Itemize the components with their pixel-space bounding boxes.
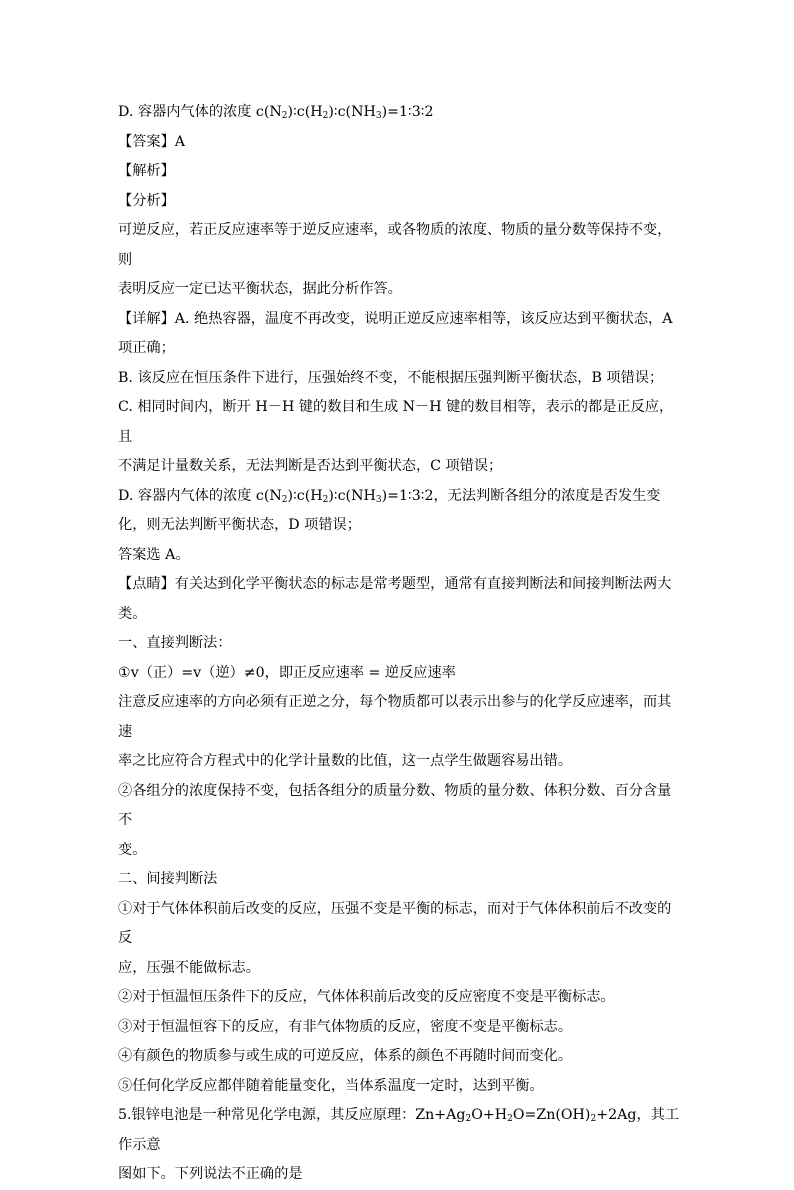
text-run: 【点睛】有关达到化学平衡状态的标志是常考题型，通常有直接判断法和间接判断法两大类。: [118, 576, 672, 622]
text-run: 化，则无法判断平衡状态，D 项错误；: [118, 517, 361, 533]
text-line: [118, 836, 683, 866]
text-line: [118, 157, 683, 187]
text-line: [118, 128, 683, 158]
text-line: [118, 865, 683, 895]
text-line: [118, 570, 683, 629]
text-run: D. 容器内气体的浓度 c(N: [118, 104, 282, 120]
text-line: [118, 305, 683, 335]
text-run: 【答案】A: [118, 133, 185, 150]
text-run: 率之比应符合方程式中的化学计量数的比值，这一点学生做题容易出错。: [118, 753, 573, 769]
text-run: ⑤任何化学反应都伴随着能量变化，当体系温度一定时，达到平衡。: [118, 1077, 544, 1094]
text-line: [118, 1042, 683, 1072]
text-run: ①v（正）=v（逆）≠0，即正反应速率 = 逆反应速率: [118, 664, 456, 681]
text-run: B. 该反应在恒压条件下进行，压强始终不变，不能根据压强判断平衡状态，B 项错误；: [118, 369, 664, 386]
text-run: 5.银锌电池是一种常见化学电源，其反应原理：Zn+Ag: [118, 1107, 466, 1123]
text-line: [118, 777, 683, 836]
text-line: [118, 511, 683, 541]
subscript: 3: [375, 111, 382, 121]
text-line: [118, 688, 683, 747]
text-run: 【解析】: [118, 163, 175, 179]
text-run: 注意反应速率的方向必须有正逆之分，每个物质都可以表示出参与的化学反应速率，而其速: [118, 694, 672, 740]
text-run: )=1∶3∶2，无法判断各组分的浓度是否发生变: [381, 487, 661, 504]
subscript: 2: [322, 494, 329, 505]
text-line: [118, 334, 683, 364]
text-line: [118, 98, 683, 128]
text-run: 【详解】A. 绝热容器，温度不再改变，说明正逆反应速率相等，该反应达到平衡状态，A: [118, 310, 673, 327]
text-line: [118, 1101, 683, 1160]
text-run: 答案选 A。: [118, 546, 190, 563]
text-line: [118, 275, 683, 305]
text-line: [118, 482, 683, 512]
text-run: 变。: [118, 841, 147, 858]
text-line: [118, 541, 683, 571]
text-line: [118, 629, 683, 659]
text-line: [118, 216, 683, 275]
text-run: )=1∶3∶2: [381, 104, 434, 120]
text-run: 二、间接判断法: [118, 871, 218, 887]
text-line: [118, 954, 683, 984]
text-line: [118, 1160, 683, 1190]
text-line: [118, 452, 683, 482]
text-run: )∶c(H: [287, 487, 323, 504]
subscript: 2: [281, 494, 288, 505]
text-run: ①对于气体体积前后改变的反应，压强不变是平衡的标志，而对于气体体积前后不改变的反: [118, 900, 672, 946]
text-run: 【分析】: [118, 192, 175, 209]
text-line: [118, 393, 683, 452]
text-run: 一、直接判断法：: [118, 635, 232, 651]
text-run: )∶c(NH: [328, 487, 376, 504]
text-line: [118, 983, 683, 1013]
subscript: 2: [590, 1114, 597, 1124]
text-line: [118, 659, 683, 689]
text-run: 图如下。下列说法不正确的是: [118, 1166, 303, 1182]
subscript: 2: [322, 111, 329, 121]
subscript: 3: [375, 494, 382, 505]
text-run: 项正确；: [118, 340, 175, 356]
text-run: 表明反应一定已达平衡状态，据此分析作答。: [118, 281, 402, 297]
text-line: [118, 1013, 683, 1043]
text-run: ②对于恒温恒压条件下的反应，气体体积前后改变的反应密度不变是平衡标志。: [118, 989, 615, 1005]
text-run: O+H: [471, 1107, 508, 1123]
text-line: [118, 364, 683, 394]
text-line: [118, 187, 683, 217]
answer-explanation-text: [118, 98, 683, 1190]
text-run: ④有颜色的物质参与或生成的可逆反应，体系的颜色不再随时间而变化。: [118, 1048, 573, 1064]
text-run: 可逆反应，若正反应速率等于逆反应速率，或各物质的浓度、物质的量分数等保持不变，则: [118, 222, 672, 268]
text-line: [118, 747, 683, 777]
subscript: 2: [465, 1114, 472, 1124]
text-run: 不满足计量数关系，无法判断是否达到平衡状态，C 项错误；: [118, 458, 503, 474]
text-line: [118, 1072, 683, 1102]
text-run: C. 相同时间内，断开 H－H 键的数目和生成 N－H 键的数目相等，表示的都是正反应，且: [118, 399, 674, 445]
text-run: ③对于恒温恒容下的反应，有非气体物质的反应，密度不变是平衡标志。: [118, 1018, 573, 1035]
text-run: O=Zn(OH): [512, 1107, 591, 1123]
text-run: +2Ag，其工作示意: [118, 1107, 680, 1153]
subscript: 2: [507, 1114, 513, 1124]
text-line: [118, 895, 683, 954]
text-run: D. 容器内气体的浓度 c(N: [118, 487, 282, 504]
text-run: )∶c(H: [287, 104, 323, 120]
text-run: )∶c(NH: [328, 104, 376, 120]
subscript: 2: [281, 111, 288, 121]
text-run: 应，压强不能做标志。: [118, 959, 260, 976]
text-run: ②各组分的浓度保持不变，包括各组分的质量分数、物质的量分数、体积分数、百分含量不: [118, 782, 672, 828]
